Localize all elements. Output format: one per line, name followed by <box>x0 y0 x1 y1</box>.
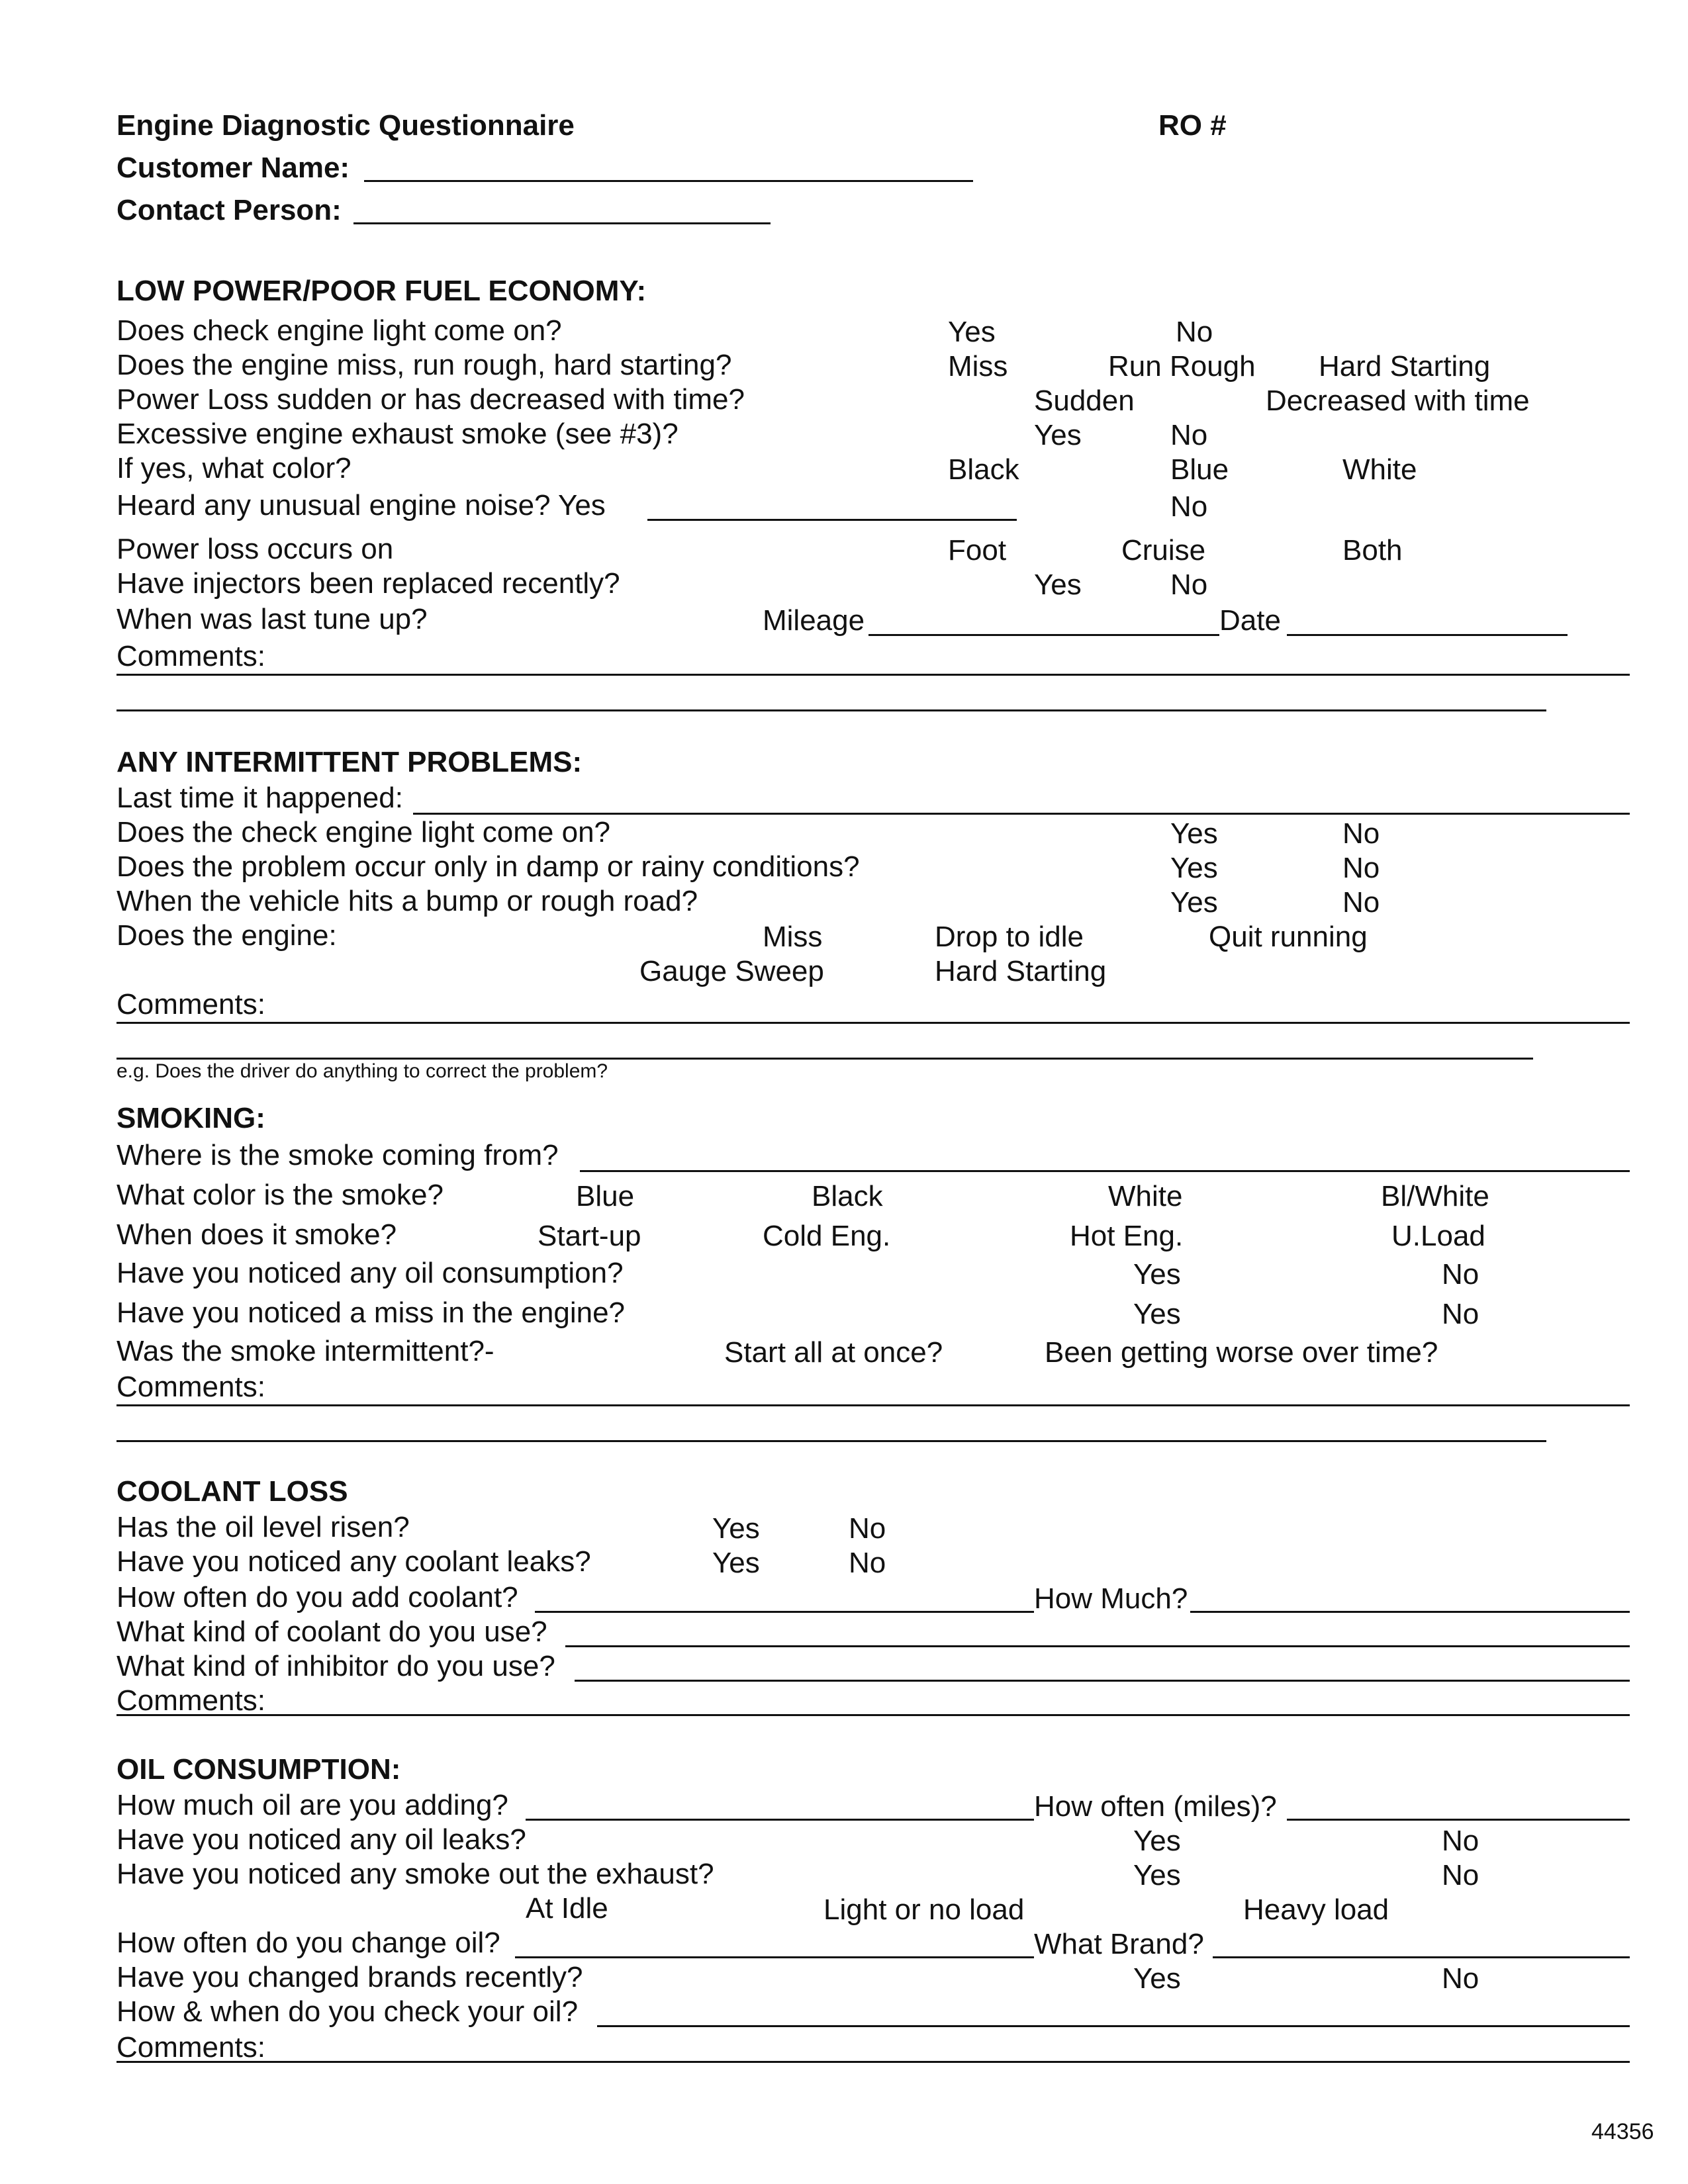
exhaust-smoke-no[interactable]: No <box>1170 419 1208 451</box>
option-sudden[interactable]: Sudden <box>1034 385 1135 417</box>
option-both[interactable]: Both <box>1342 534 1403 567</box>
oil-adding-question: How much oil are you adding? <box>117 1789 508 1821</box>
intermittent-check-engine-question: Does the check engine light come on? <box>117 816 611 848</box>
option-quit-running[interactable]: Quit running <box>1209 921 1368 953</box>
injectors-question: Have injectors been replaced recently? <box>117 567 620 600</box>
smoke-color-question: If yes, what color? <box>117 452 352 484</box>
add-coolant-field[interactable] <box>535 1611 1034 1613</box>
bump-no[interactable]: No <box>1342 886 1380 919</box>
option-getting-worse[interactable]: Been getting worse over time? <box>1045 1336 1438 1369</box>
engine-noise-question: Heard any unusual engine noise? Yes <box>117 489 606 522</box>
how-much-label: How Much? <box>1034 1582 1188 1615</box>
oil-leaks-yes[interactable]: Yes <box>1133 1825 1181 1857</box>
damp-conditions-question: Does the problem occur only in damp or rainy conditions? <box>117 850 860 883</box>
intermittent-check-engine-no[interactable]: No <box>1342 817 1380 850</box>
mileage-label: Mileage <box>763 604 865 637</box>
smoking-comments-line-1[interactable] <box>117 1404 1630 1406</box>
oil-leaks-question: Have you noticed any oil leaks? <box>117 1823 526 1856</box>
engine-miss-smoking-yes[interactable]: Yes <box>1133 1298 1181 1330</box>
option-cold-eng[interactable]: Cold Eng. <box>763 1220 891 1252</box>
intermittent-check-engine-yes[interactable]: Yes <box>1170 817 1218 850</box>
date-label: Date <box>1219 604 1281 637</box>
oil-consumption-question: Have you noticed any oil consumption? <box>117 1257 624 1289</box>
option-start-all-at-once[interactable]: Start all at once? <box>724 1336 943 1369</box>
smoke-color-black[interactable]: Black <box>812 1180 883 1212</box>
last-time-question: Last time it happened: <box>117 782 403 814</box>
low-power-comments-label: Comments: <box>117 640 265 672</box>
smoke-color-label: What color is the smoke? <box>117 1179 444 1211</box>
smoking-comments-label: Comments: <box>117 1371 265 1403</box>
ro-number-label: RO # <box>1158 109 1227 142</box>
oil-adding-field[interactable] <box>526 1819 1034 1821</box>
smoking-comments-line-2[interactable] <box>117 1440 1546 1442</box>
damp-conditions-yes[interactable]: Yes <box>1170 852 1218 884</box>
power-loss-question: Power Loss sudden or has decreased with time? <box>117 383 745 416</box>
power-loss-occurs-question: Power loss occurs on <box>117 533 394 565</box>
smoke-source-field[interactable] <box>580 1170 1630 1172</box>
low-power-comments-line-2[interactable] <box>117 709 1546 711</box>
color-blue[interactable]: Blue <box>1170 453 1229 486</box>
engine-miss-question: Does the engine miss, run rough, hard starting? <box>117 349 732 381</box>
smoke-intermittent-question: Was the smoke intermittent?- <box>117 1335 494 1367</box>
smoke-color-white[interactable]: White <box>1108 1180 1183 1212</box>
low-power-heading: LOW POWER/POOR FUEL ECONOMY: <box>117 275 647 307</box>
smoke-color-bl-white[interactable]: Bl/White <box>1381 1180 1489 1212</box>
engine-miss-smoking-no[interactable]: No <box>1442 1298 1479 1330</box>
coolant-leaks-yes[interactable]: Yes <box>712 1547 760 1579</box>
last-time-field[interactable] <box>413 813 1630 815</box>
when-smoke-question: When does it smoke? <box>117 1218 397 1251</box>
coolant-leaks-question: Have you noticed any coolant leaks? <box>117 1545 591 1578</box>
option-at-idle[interactable]: At Idle <box>526 1892 608 1925</box>
bump-yes[interactable]: Yes <box>1170 886 1218 919</box>
engine-noise-field[interactable] <box>647 519 1017 521</box>
oil-level-question: Has the oil level risen? <box>117 1511 410 1543</box>
option-decreased[interactable]: Decreased with time <box>1266 385 1530 417</box>
oil-consumption-heading: OIL CONSUMPTION: <box>117 1753 401 1786</box>
check-oil-field[interactable] <box>597 2025 1630 2027</box>
coolant-kind-question: What kind of coolant do you use? <box>117 1615 547 1648</box>
contact-person-label: Contact Person: <box>117 194 342 226</box>
engine-noise-no[interactable]: No <box>1170 490 1208 523</box>
option-miss[interactable]: Miss <box>948 350 1008 383</box>
check-oil-question: How & when do you check your oil? <box>117 1995 579 2028</box>
damp-conditions-no[interactable]: No <box>1342 852 1380 884</box>
coolant-heading: COOLANT LOSS <box>117 1475 348 1508</box>
add-coolant-question: How often do you add coolant? <box>117 1581 518 1614</box>
inhibitor-kind-question: What kind of inhibitor do you use? <box>117 1650 555 1682</box>
changed-brands-yes[interactable]: Yes <box>1133 1962 1181 1995</box>
coolant-comments-line[interactable] <box>117 1714 1630 1716</box>
check-engine-yes[interactable]: Yes <box>948 316 996 348</box>
smoke-source-question: Where is the smoke coming from? <box>117 1139 559 1171</box>
injectors-yes[interactable]: Yes <box>1034 569 1082 601</box>
intermittent-comments-line-1[interactable] <box>117 1022 1630 1024</box>
smoking-heading: SMOKING: <box>117 1102 265 1134</box>
exhaust-smoke-oil-no[interactable]: No <box>1442 1859 1479 1891</box>
intermittent-note: e.g. Does the driver do anything to correct the problem? <box>117 1060 608 1082</box>
check-engine-no[interactable]: No <box>1176 316 1213 348</box>
oil-comments-line[interactable] <box>117 2061 1630 2063</box>
inhibitor-kind-field[interactable] <box>575 1680 1630 1682</box>
tune-up-question: When was last tune up? <box>117 603 428 635</box>
form-title: Engine Diagnostic Questionnaire <box>117 109 575 142</box>
option-cruise[interactable]: Cruise <box>1121 534 1206 567</box>
option-hot-eng[interactable]: Hot Eng. <box>1070 1220 1184 1252</box>
how-much-field[interactable] <box>1190 1611 1630 1613</box>
document-number: 44356 <box>1591 2119 1654 2144</box>
smoke-color-blue[interactable]: Blue <box>576 1180 635 1212</box>
option-run-rough[interactable]: Run Rough <box>1108 350 1256 383</box>
option-gauge-sweep[interactable]: Gauge Sweep <box>639 955 824 987</box>
does-engine-question: Does the engine: <box>117 919 337 952</box>
intermittent-heading: ANY INTERMITTENT PROBLEMS: <box>117 746 583 778</box>
exhaust-smoke-oil-question: Have you noticed any smoke out the exhaust? <box>117 1858 714 1890</box>
intermittent-comments-label: Comments: <box>117 988 265 1021</box>
customer-name-label: Customer Name: <box>117 152 350 184</box>
option-hard-starting[interactable]: Hard Starting <box>1319 350 1491 383</box>
intermittent-comments-line-2[interactable] <box>117 1058 1533 1060</box>
contact-person-field[interactable] <box>353 222 771 224</box>
exhaust-smoke-yes[interactable]: Yes <box>1034 419 1082 451</box>
oil-comments-label: Comments: <box>117 2031 265 2064</box>
option-intermittent-hard-starting[interactable]: Hard Starting <box>935 955 1107 987</box>
customer-name-field[interactable] <box>364 180 973 182</box>
option-u-load[interactable]: U.Load <box>1391 1220 1485 1252</box>
changed-brands-no[interactable]: No <box>1442 1962 1479 1995</box>
oil-consumption-no[interactable]: No <box>1442 1258 1479 1291</box>
injectors-no[interactable]: No <box>1170 569 1208 601</box>
oil-level-yes[interactable]: Yes <box>712 1512 760 1545</box>
engine-miss-smoking-question: Have you noticed a miss in the engine? <box>117 1297 626 1329</box>
oil-leaks-no[interactable]: No <box>1442 1825 1479 1857</box>
color-white[interactable]: White <box>1342 453 1417 486</box>
exhaust-smoke-question: Excessive engine exhaust smoke (see #3)? <box>117 418 679 450</box>
changed-brands-question: Have you changed brands recently? <box>117 1961 583 1993</box>
how-often-miles-field[interactable] <box>1287 1819 1630 1821</box>
date-field[interactable] <box>1287 634 1568 636</box>
what-brand-field[interactable] <box>1213 1956 1630 1958</box>
option-foot[interactable]: Foot <box>948 534 1007 567</box>
option-start-up[interactable]: Start-up <box>538 1220 641 1252</box>
option-light-or-no-load[interactable]: Light or no load <box>823 1893 1025 1926</box>
oil-change-question: How often do you change oil? <box>117 1927 500 1959</box>
exhaust-smoke-oil-yes[interactable]: Yes <box>1133 1859 1181 1891</box>
coolant-leaks-no[interactable]: No <box>849 1547 886 1579</box>
coolant-comments-label: Comments: <box>117 1684 265 1717</box>
what-brand-label: What Brand? <box>1034 1928 1204 1960</box>
how-often-miles-label: How often (miles)? <box>1034 1790 1277 1823</box>
oil-change-field[interactable] <box>515 1956 1034 1958</box>
bump-question: When the vehicle hits a bump or rough road? <box>117 885 698 917</box>
coolant-kind-field[interactable] <box>565 1645 1630 1647</box>
mileage-field[interactable] <box>868 634 1219 636</box>
oil-level-no[interactable]: No <box>849 1512 886 1545</box>
option-drop-to-idle[interactable]: Drop to idle <box>935 921 1084 953</box>
low-power-comments-line-1[interactable] <box>117 674 1630 676</box>
option-heavy-load[interactable]: Heavy load <box>1243 1893 1389 1926</box>
color-black[interactable]: Black <box>948 453 1019 486</box>
oil-consumption-yes[interactable]: Yes <box>1133 1258 1181 1291</box>
option-intermittent-miss[interactable]: Miss <box>763 921 823 953</box>
check-engine-question: Does check engine light come on? <box>117 314 562 347</box>
